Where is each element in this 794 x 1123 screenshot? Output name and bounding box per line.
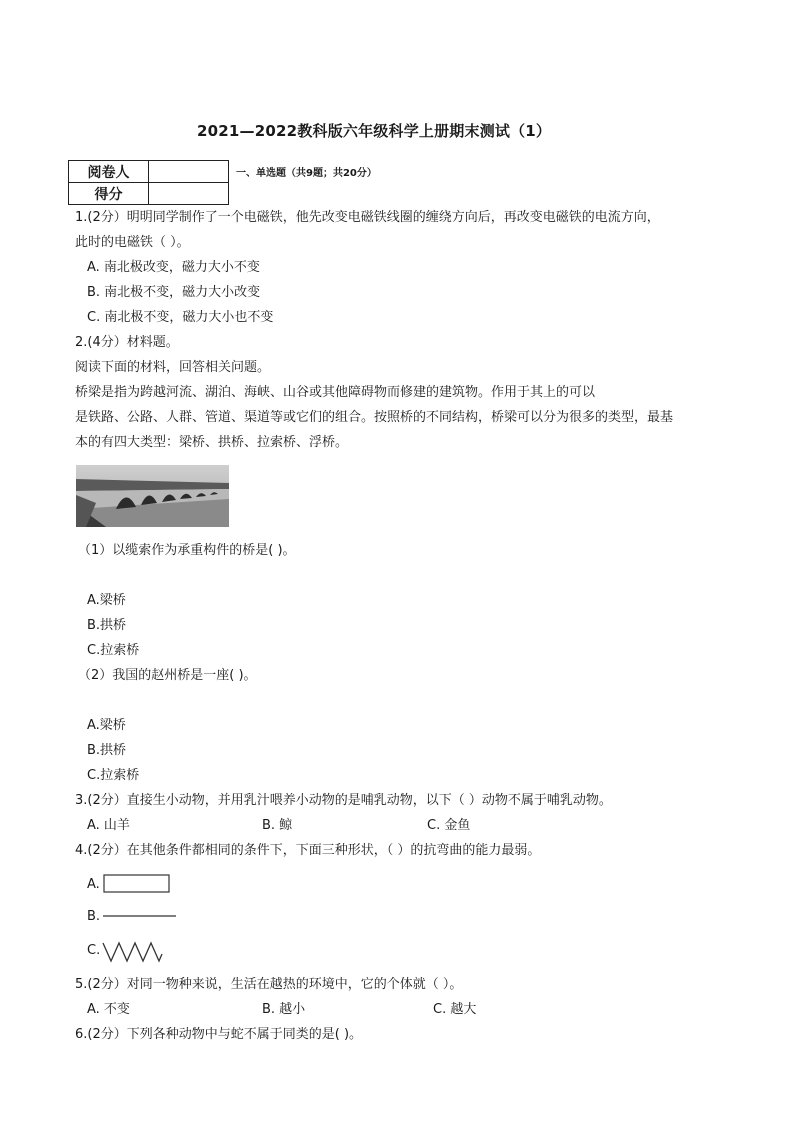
sub-question-2-option-a[interactable]: A.梁桥 — [87, 718, 126, 733]
score-row-reviewer — [69, 161, 229, 183]
score-row-score — [69, 183, 229, 205]
question-4-option-a[interactable]: A. — [87, 877, 100, 892]
question-5-option-a[interactable]: A. 不变 — [87, 1002, 130, 1017]
page-title: 2021—2022教科版六年级科学上册期末测试（1） — [197, 122, 552, 140]
question-2-material: 桥梁是指为跨越河流、湖泊、海峡、山谷或其他障碍物而修建的建筑物。作用于其上的可以 — [75, 385, 596, 400]
question-3-option-c[interactable]: C. 金鱼 — [427, 818, 471, 833]
question-2-intro: 阅读下面的材料，回答相关问题。 — [75, 360, 271, 375]
section-header: 一、单选题（共9题；共20分） — [236, 168, 377, 179]
question-5-option-b[interactable]: B. 越小 — [262, 1002, 306, 1017]
zigzag-shape-icon — [102, 940, 164, 964]
question-1-option-b[interactable]: B. 南北极不变，磁力大小改变 — [87, 285, 261, 300]
score-label: 得分 — [69, 183, 149, 205]
sub-question-1-option-c[interactable]: C.拉索桥 — [87, 643, 140, 658]
question-4-stem: 4.(2分）在其他条件都相同的条件下，下面三种形状，（ ）的抗弯曲的能力最弱。 — [75, 843, 541, 858]
sub-question-1-option-b[interactable]: B.拱桥 — [87, 618, 127, 633]
question-3-stem: 3.(2分）直接生小动物，并用乳汁喂养小动物的是哺乳动物，以下（ ）动物不属于哺乳动物。 — [75, 793, 612, 808]
question-3-option-b[interactable]: B. 鲸 — [262, 818, 293, 833]
question-2-stem: 2.(4分）材料题。 — [75, 335, 179, 350]
score-value — [149, 183, 229, 205]
bridge-photo — [76, 465, 229, 527]
sub-question-1-option-a[interactable]: A.梁桥 — [87, 593, 126, 608]
rectangle-shape-icon — [103, 874, 171, 894]
sub-question-2-option-c[interactable]: C.拉索桥 — [87, 768, 140, 783]
score-value — [149, 161, 229, 183]
question-1-stem: 1.(2分）明明同学制作了一个电磁铁，他先改变电磁铁线圈的缠绕方向后，再改变电磁铁的电流方向， — [75, 210, 660, 225]
question-1-stem-cont: 此时的电磁铁（ ）。 — [75, 235, 190, 250]
sub-question-1-stem: （1）以缆索作为承重构件的桥是( )。 — [78, 543, 296, 558]
question-2-material: 是铁路、公路、人群、管道、渠道等或它们的组合。按照桥的不同结构，桥梁可以分为很多的类型，最基 — [75, 410, 674, 425]
question-5-stem: 5.(2分）对同一物种来说，生活在越热的环境中，它的个体就（ ）。 — [75, 977, 463, 992]
sub-question-2-stem: （2）我国的赵州桥是一座( )。 — [78, 668, 257, 683]
question-2-material: 本的有四大类型：梁桥、拱桥、拉索桥、浮桥。 — [75, 435, 349, 450]
question-5-option-c[interactable]: C. 越大 — [433, 1002, 477, 1017]
question-3-option-a[interactable]: A. 山羊 — [87, 818, 130, 833]
score-table — [68, 160, 229, 205]
question-4-option-c[interactable]: C. — [87, 943, 101, 958]
question-1-option-a[interactable]: A. 南北极改变，磁力大小不变 — [87, 260, 260, 275]
sub-question-2-option-b[interactable]: B.拱桥 — [87, 743, 127, 758]
flat-line-shape-icon — [102, 910, 178, 920]
question-6-stem: 6.(2分）下列各种动物中与蛇不属于同类的是( )。 — [75, 1027, 363, 1042]
question-4-option-b[interactable]: B. — [87, 909, 101, 924]
score-label: 阅卷人 — [69, 161, 149, 183]
question-1-option-c[interactable]: C. 南北极不变，磁力大小也不变 — [87, 310, 274, 325]
